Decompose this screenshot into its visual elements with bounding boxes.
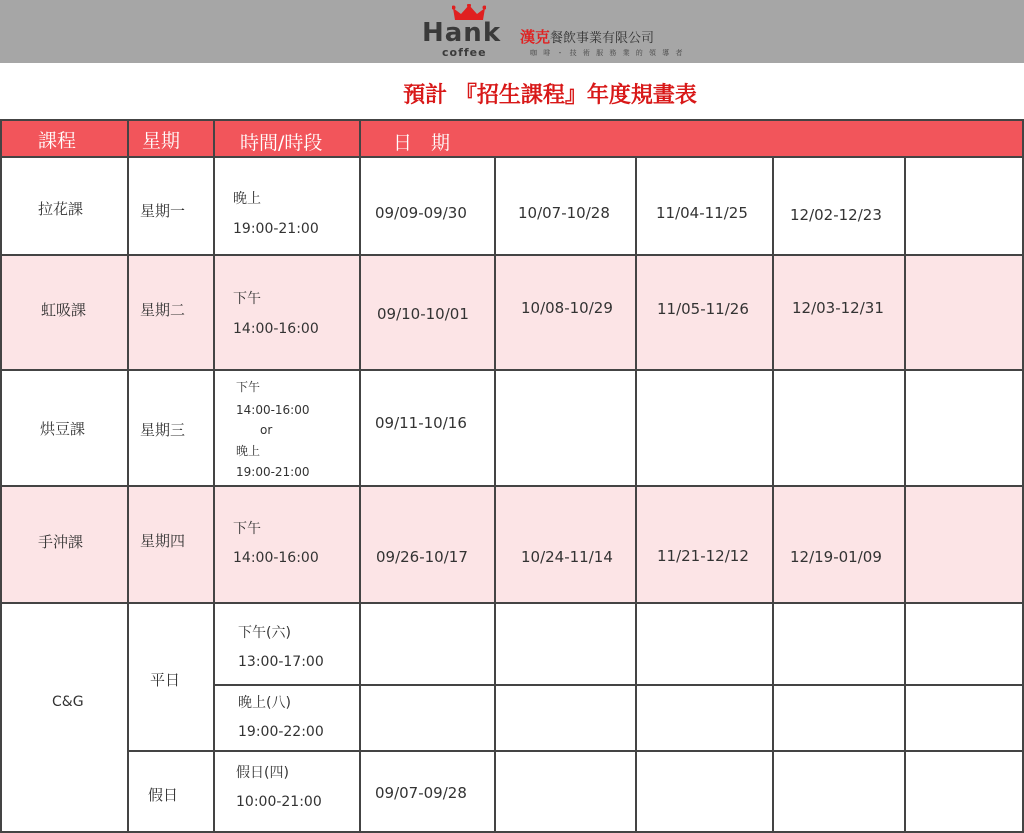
weekday-cell: 星期三: [140, 421, 186, 439]
course-cell: 拉花課: [38, 200, 84, 218]
company-name-rest: 餐飲事業有限公司: [550, 31, 655, 46]
time-label: 下午(六): [238, 625, 291, 641]
grid-line: [494, 156, 496, 833]
course-cell: 虹吸課: [41, 301, 87, 319]
grid-line: [772, 156, 774, 833]
weekday-group: 平日: [150, 671, 181, 689]
date-cell: 11/04-11/25: [656, 204, 748, 222]
time-range: 13:00-17:00: [238, 654, 324, 670]
grid-line: [359, 119, 361, 833]
date-cell: 10/08-10/29: [521, 299, 613, 317]
date-cell: 11/21-12/12: [657, 547, 749, 565]
time-label: 假日(四): [236, 765, 289, 781]
time-or: or: [260, 423, 273, 437]
grid-line: [129, 750, 1024, 752]
time-label: 下午: [236, 380, 261, 394]
grid-line: [0, 119, 2, 833]
grid-line: [635, 156, 637, 833]
course-cell: 手沖課: [38, 533, 84, 551]
page-title: 預計 『招生課程』年度規畫表: [403, 83, 697, 108]
time-label: 晚上(八): [238, 695, 291, 711]
time-range: 10:00-21:00: [236, 794, 322, 810]
grid-line: [904, 156, 906, 833]
date-cell: 09/09-09/30: [375, 204, 467, 222]
course-cell: 烘豆課: [40, 420, 86, 438]
logo-text: Hank: [422, 18, 502, 48]
time-label: 晚上: [236, 444, 261, 458]
date-cell: 12/19-01/09: [790, 548, 882, 566]
course-cell: C&G: [52, 694, 84, 710]
table-header-row: [0, 120, 1024, 157]
date-cell: 09/26-10/17: [376, 548, 468, 566]
date-cell: 09/11-10/16: [375, 414, 467, 432]
company-name: [520, 26, 654, 47]
grid-line: [213, 684, 1024, 686]
company-name-red: 漢克: [520, 28, 551, 46]
grid-line: [0, 156, 1024, 158]
date-cell: 12/03-12/31: [792, 299, 884, 317]
column-header-date: 日 期: [393, 132, 451, 154]
time-range: 14:00-16:00: [233, 321, 319, 337]
time-label: 晚上: [233, 191, 261, 207]
grid-line: [0, 119, 1024, 121]
date-cell: 10/07-10/28: [518, 204, 610, 222]
grid-line: [213, 119, 215, 833]
date-cell: 09/07-09/28: [375, 784, 467, 802]
time-label: 下午: [233, 521, 261, 537]
grid-line: [0, 485, 1024, 487]
grid-line: [0, 254, 1024, 256]
logo-subtext: coffee: [442, 46, 487, 59]
column-header-time: 時間/時段: [240, 132, 323, 154]
time-range: 19:00-21:00: [236, 465, 310, 479]
header-banner: [0, 0, 1024, 63]
time-label: 下午: [233, 291, 261, 307]
weekday-cell: 星期四: [140, 532, 186, 550]
weekday-cell: 星期二: [140, 301, 186, 319]
time-range: 19:00-22:00: [238, 724, 324, 740]
column-header-weekday: 星期: [142, 130, 181, 152]
date-cell: 09/10-10/01: [377, 305, 469, 323]
grid-line: [127, 119, 129, 833]
date-cell: 12/02-12/23: [790, 206, 882, 224]
grid-line: [0, 602, 1024, 604]
grid-line: [0, 369, 1024, 371]
time-range: 14:00-16:00: [236, 403, 310, 417]
time-range: 19:00-21:00: [233, 221, 319, 237]
time-range: 14:00-16:00: [233, 550, 319, 566]
holiday-group: 假日: [148, 786, 179, 804]
company-logo: [422, 4, 692, 60]
company-slogan: 咖 啡 ・ 技 術 服 務 業 的 領 導 者: [530, 49, 685, 57]
weekday-cell: 星期一: [140, 202, 186, 220]
date-cell: 11/05-11/26: [657, 300, 749, 318]
column-header-course: 課程: [38, 130, 77, 152]
date-cell: 10/24-11/14: [521, 548, 613, 566]
